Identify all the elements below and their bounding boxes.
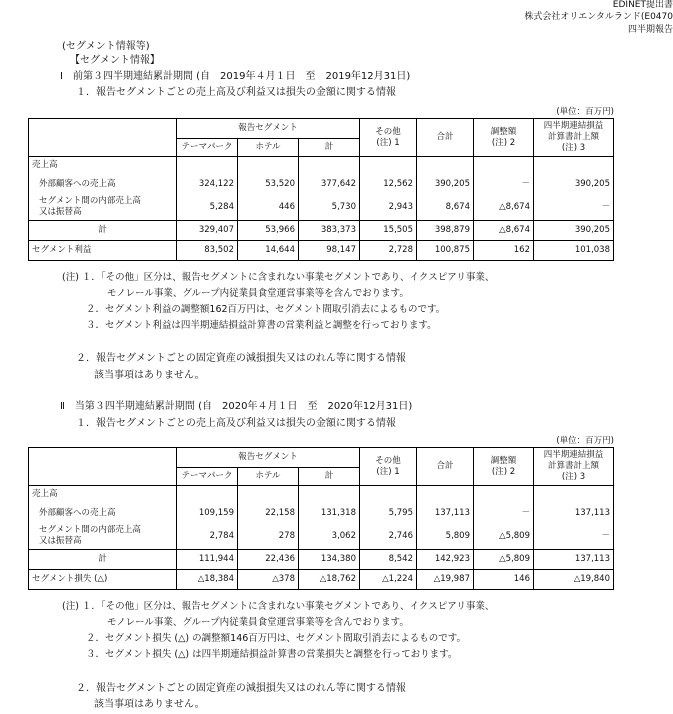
header-consolidated: 四半期連結損益 計算書計上額 (注) 3 <box>534 119 614 157</box>
period1-subheading: １．報告セグメントごとの売上高及び利益又は損失の金額に関する情報 <box>76 87 396 98</box>
cell: － <box>474 175 534 195</box>
period1-note-3: ３．セグメント利益は四半期連結損益計算書の営業利益と調整を行っております。 <box>86 320 437 331</box>
cell: 278 <box>238 524 299 550</box>
row-label-external: 外部顧客への売上高 <box>29 175 177 195</box>
corner-cell <box>29 468 177 486</box>
row-label-intersegment: セグメント間の内部売上高 又は振替高 <box>29 195 177 221</box>
cell: 2,728 <box>360 241 417 261</box>
header-other: その他 (注) 1 <box>360 448 417 486</box>
cell: － <box>534 195 614 221</box>
cell: 137,113 <box>417 504 474 524</box>
cell: 390,205 <box>534 175 614 195</box>
cell: 109,159 <box>177 504 238 524</box>
table-row <box>29 221 614 241</box>
period1-note-2: ２．セグメント利益の調整額162百万円は、セグメント間取引消去によるものです。 <box>86 304 446 315</box>
cell: 146 <box>474 570 534 590</box>
row-label-subtotal: 計 <box>29 550 177 570</box>
cell: 98,147 <box>299 241 360 261</box>
edinet-label: EDINET提出書 <box>612 0 673 10</box>
cell: 5,730 <box>299 195 360 221</box>
header-theme-park: テーマパーク <box>177 139 238 157</box>
header-reported-segments: 報告セグメント <box>177 448 360 468</box>
period1-note-1-cont: モノレール事業、グループ内従業員食堂運営事業等を含んでおります。 <box>107 288 409 299</box>
cell: 398,879 <box>417 221 474 241</box>
period1-note-1: (注) １．「その他」区分は、報告セグメントに含まれない事業セグメントであり、イクスピアリ事業、 <box>62 272 495 283</box>
cell: △8,674 <box>474 221 534 241</box>
corner-cell <box>29 119 177 139</box>
period1-impairment-text: 該当事項はありません。 <box>94 370 205 381</box>
header-hotel: ホテル <box>238 468 299 486</box>
cell: 2,943 <box>360 195 417 221</box>
cell: 142,923 <box>417 550 474 570</box>
cell: △5,809 <box>474 524 534 550</box>
corner-cell <box>29 139 177 157</box>
period1-heading: Ⅰ 前第３四半期連結累計期間 (自 2019年４月１日 至 2019年12月31日) <box>60 71 411 82</box>
cell: △378 <box>238 570 299 590</box>
cell: 8,542 <box>360 550 417 570</box>
cell: 377,642 <box>299 175 360 195</box>
cell: 83,502 <box>177 241 238 261</box>
header-adjustment: 調整額 (注) 2 <box>474 448 534 486</box>
cell: 390,205 <box>534 221 614 241</box>
cell: 446 <box>238 195 299 221</box>
cell: 137,113 <box>534 504 614 524</box>
cell: 101,038 <box>534 241 614 261</box>
period2-unit: (単位：百万円) <box>556 436 614 446</box>
cell: 8,674 <box>417 195 474 221</box>
header-theme-park: テーマパーク <box>177 468 238 486</box>
period2-heading: Ⅱ 当第３四半期連結累計期間 (自 2020年４月１日 至 2020年12月31日) <box>60 401 413 412</box>
header-total: 合計 <box>417 119 474 157</box>
cell: 3,062 <box>299 524 360 550</box>
period2-impairment-text: 該当事項はありません。 <box>94 699 205 710</box>
cell: 383,373 <box>299 221 360 241</box>
table-row <box>29 504 614 524</box>
row-label-subtotal: 計 <box>29 221 177 241</box>
header-reported-segments: 報告セグメント <box>177 119 360 139</box>
table-row <box>29 241 614 261</box>
cell: 100,875 <box>417 241 474 261</box>
cell: 5,809 <box>417 524 474 550</box>
report-type: 四半期報告 <box>627 25 673 35</box>
period2-note-1: (注) １．「その他」区分は、報告セグメントに含まれない事業セグメントであり、イクスピアリ事業、 <box>62 601 495 612</box>
row-label-loss: セグメント損失 (△) <box>29 570 177 590</box>
cell: 131,318 <box>299 504 360 524</box>
cell: 22,436 <box>238 550 299 570</box>
period2-note-1-cont: モノレール事業、グループ内従業員食堂運営事業等を含んでおります。 <box>107 617 409 628</box>
cell: 390,205 <box>417 175 474 195</box>
table-row <box>29 524 614 550</box>
header-subtotal: 計 <box>299 468 360 486</box>
cell: △1,224 <box>360 570 417 590</box>
cell: △18,762 <box>299 570 360 590</box>
period1-impairment-heading: ２．報告セグメントごとの固定資産の減損損失又はのれん等に関する情報 <box>76 353 406 364</box>
cell: 14,644 <box>238 241 299 261</box>
section-subtitle: 【セグメント情報】 <box>70 55 160 66</box>
cell: △5,809 <box>474 550 534 570</box>
period2-segment-table <box>28 447 614 590</box>
cell: 324,122 <box>177 175 238 195</box>
period1-segment-table <box>28 118 614 261</box>
cell: 134,380 <box>299 550 360 570</box>
header-adjustment: 調整額 (注) 2 <box>474 119 534 157</box>
cell: 22,158 <box>238 504 299 524</box>
table-row <box>29 570 614 590</box>
header-total: 合計 <box>417 448 474 486</box>
cell: △19,987 <box>417 570 474 590</box>
row-label-external: 外部顧客への売上高 <box>29 504 177 524</box>
cell: △8,674 <box>474 195 534 221</box>
company-name: 株式会社オリエンタルランド(E0470 <box>524 12 673 22</box>
row-label-sales: 売上高 <box>29 157 177 175</box>
row-label-profit: セグメント利益 <box>29 241 177 261</box>
cell: △18,384 <box>177 570 238 590</box>
period2-note-3: ３．セグメント損失 (△) は四半期連結損益計算書の営業損失と調整を行っております。 <box>86 649 458 660</box>
header-subtotal: 計 <box>299 139 360 157</box>
cell: 329,407 <box>177 221 238 241</box>
cell: 111,944 <box>177 550 238 570</box>
section-title: (セグメント情報等) <box>62 41 150 52</box>
cell: 2,746 <box>360 524 417 550</box>
cell: － <box>474 504 534 524</box>
header-consolidated: 四半期連結損益 計算書計上額 (注) 3 <box>534 448 614 486</box>
header-hotel: ホテル <box>238 139 299 157</box>
cell: 2,784 <box>177 524 238 550</box>
corner-cell <box>29 448 177 468</box>
table-row <box>29 175 614 195</box>
cell: 12,562 <box>360 175 417 195</box>
period2-note-2: ２．セグメント損失 (△) の調整額146百万円は、セグメント間取引消去によるものです。 <box>86 633 466 644</box>
cell: 15,505 <box>360 221 417 241</box>
cell: － <box>534 524 614 550</box>
period1-unit: (単位：百万円) <box>556 107 614 117</box>
row-label-intersegment: セグメント間の内部売上高 又は振替高 <box>29 524 177 550</box>
cell: 53,520 <box>238 175 299 195</box>
cell: 137,113 <box>534 550 614 570</box>
table-row <box>29 550 614 570</box>
period2-subheading: １．報告セグメントごとの売上高及び利益又は損失の金額に関する情報 <box>76 418 396 429</box>
header-other: その他 (注) 1 <box>360 119 417 157</box>
row-label-sales: 売上高 <box>29 486 177 504</box>
cell: 162 <box>474 241 534 261</box>
cell: 5,795 <box>360 504 417 524</box>
cell: 53,966 <box>238 221 299 241</box>
cell: △19,840 <box>534 570 614 590</box>
period2-impairment-heading: ２．報告セグメントごとの固定資産の減損損失又はのれん等に関する情報 <box>76 683 406 694</box>
table-row <box>29 195 614 221</box>
cell: 5,284 <box>177 195 238 221</box>
